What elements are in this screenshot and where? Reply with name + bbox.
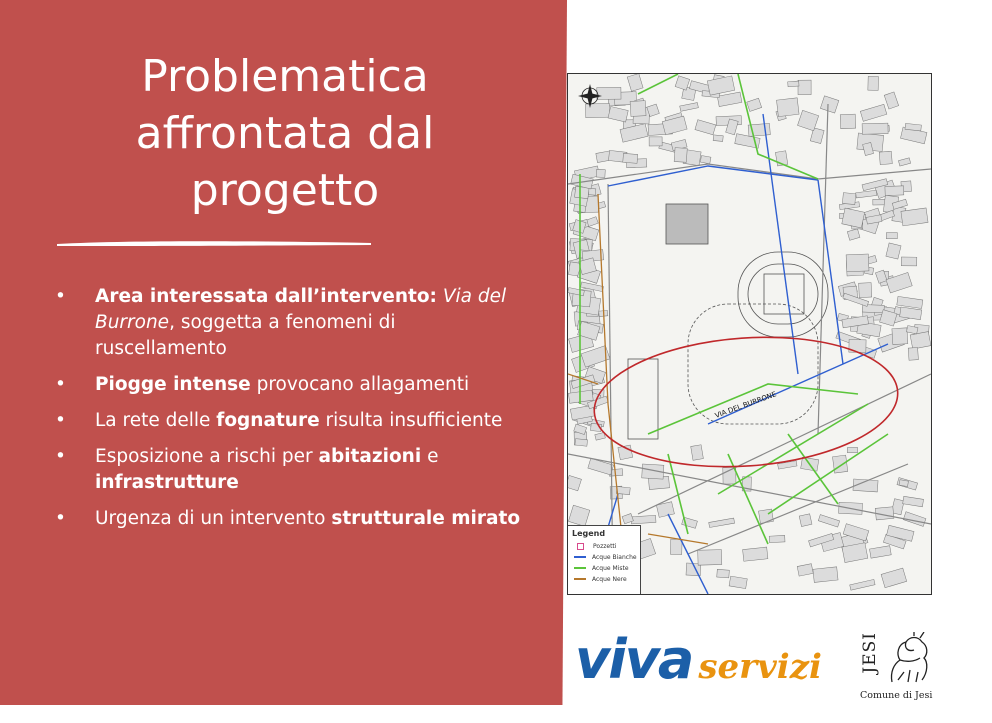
building-block — [729, 576, 747, 589]
building-block — [879, 151, 892, 164]
building-block — [850, 579, 875, 590]
title-line-2: affrontata dal — [135, 108, 435, 159]
building-block — [674, 148, 687, 163]
building-block — [899, 480, 908, 487]
bullet-item — [55, 444, 525, 496]
building-block — [897, 296, 923, 308]
bullet-dot: • — [55, 286, 66, 307]
building-block — [799, 514, 812, 527]
bullet-item — [55, 408, 525, 434]
building-block — [777, 98, 800, 117]
building-block — [623, 153, 638, 163]
building-block — [901, 257, 917, 266]
building-block — [886, 233, 897, 239]
map-figure — [567, 73, 932, 595]
bullet-list — [55, 284, 525, 542]
legend-title: Legend — [572, 529, 606, 538]
building-block — [881, 568, 907, 588]
line-icon — [574, 567, 586, 569]
building-block — [862, 123, 888, 134]
bullet-text: Urgenza di un intervento — [95, 508, 332, 529]
bullet-dot: • — [55, 446, 66, 467]
building-block — [859, 283, 872, 298]
bullet-dot: • — [55, 374, 66, 395]
jesi-logo-word: JESI — [860, 632, 880, 674]
building-block — [769, 535, 785, 542]
square-icon — [577, 543, 584, 550]
building-block — [717, 92, 742, 106]
building-block — [901, 208, 928, 226]
building-block — [747, 98, 762, 111]
legend-item — [574, 542, 640, 550]
viva-logo-word: viva — [575, 628, 693, 691]
bullet-item — [55, 284, 525, 362]
bullet-text: abitazioni — [318, 446, 422, 467]
building-block — [886, 272, 912, 293]
bullet-text: La rete delle — [95, 410, 217, 431]
building-block — [680, 103, 699, 112]
building-block — [788, 81, 799, 87]
bullet-text: provocano allagamenti — [250, 374, 470, 395]
title-line-1: Problematica — [141, 51, 429, 102]
building-block — [670, 539, 682, 554]
bullet-text: Piogge intense — [95, 374, 251, 395]
building-block — [691, 445, 704, 461]
comune-di-jesi-caption: Comune di Jesi — [860, 690, 933, 701]
slide-title — [70, 48, 500, 219]
viva-servizi-logo — [575, 628, 830, 691]
bullet-text: Esposizione a rischi per — [95, 446, 319, 467]
building-block — [884, 92, 898, 109]
building-block — [575, 439, 588, 447]
building-block — [568, 505, 589, 526]
building-block — [798, 110, 819, 131]
legend-label: Acque Miste — [592, 564, 629, 572]
legend-item — [574, 553, 640, 561]
bullet-text: Via del Burrone — [95, 286, 507, 333]
legend-label: Pozzetti — [593, 542, 617, 550]
legend-label: Acque Bianche — [592, 553, 637, 561]
bullet-item — [55, 372, 525, 398]
map-legend — [568, 525, 641, 594]
building-block — [842, 208, 865, 228]
legend-item — [574, 575, 640, 583]
building-block — [709, 518, 735, 527]
title-line-3: progetto — [190, 165, 380, 216]
building-block — [868, 76, 879, 90]
line-icon — [574, 556, 586, 558]
building-block — [707, 76, 734, 95]
sewer-network-map — [568, 74, 931, 594]
building-block — [860, 104, 887, 121]
bullet-item — [55, 506, 525, 532]
comune-di-jesi-logo — [856, 630, 936, 705]
servizi-logo-word: servizi — [698, 647, 822, 687]
building-block — [743, 547, 768, 561]
building-block — [892, 328, 908, 345]
line-icon — [574, 578, 586, 580]
bullet-text: fognature — [216, 410, 320, 431]
bullet-text: strutturale mirato — [331, 508, 521, 529]
building-block — [797, 564, 813, 576]
building-block — [903, 496, 924, 507]
building-block — [649, 137, 662, 146]
bullet-dot: • — [55, 410, 66, 431]
title-underline-stroke — [55, 238, 373, 248]
street-label: VIA DEL BURRONE — [713, 390, 778, 420]
building-block — [631, 515, 656, 523]
bullet-text: Area interessata dall’intervento: — [95, 286, 437, 307]
bullet-text: infrastrutture — [95, 472, 239, 493]
bullet-text: e — [421, 446, 439, 467]
legend-label: Acque Nere — [592, 575, 627, 583]
building-block — [630, 101, 646, 117]
building-block — [856, 190, 877, 198]
bullet-text: , soggetta a fenomeni di ruscellamento — [95, 312, 396, 359]
building-block — [813, 567, 838, 583]
city-blocks — [568, 74, 931, 590]
stadium — [628, 204, 828, 439]
lion-crest-icon — [884, 632, 932, 688]
building-block — [627, 74, 643, 91]
building-block — [818, 515, 839, 527]
building-block — [717, 569, 730, 578]
building-block — [798, 80, 811, 94]
building-block — [698, 550, 722, 566]
building-block — [568, 475, 581, 490]
building-block — [885, 186, 904, 196]
building-block — [870, 546, 892, 558]
building-block — [842, 193, 855, 205]
building-block — [847, 447, 857, 452]
building-block — [846, 254, 869, 272]
building-block — [910, 332, 931, 350]
building-block — [608, 107, 628, 123]
building-block — [886, 243, 901, 259]
building-block — [820, 96, 838, 113]
building-block — [597, 87, 621, 99]
legend-item — [574, 564, 640, 572]
building-block — [898, 158, 910, 166]
bullet-dot: • — [55, 508, 66, 529]
building-block — [713, 135, 723, 142]
building-block — [840, 114, 856, 129]
building-block — [596, 169, 605, 177]
bullet-text: risulta insufficiente — [319, 410, 503, 431]
building-block — [700, 156, 711, 164]
building-block — [908, 347, 918, 360]
building-block — [586, 103, 610, 117]
building-block — [616, 487, 630, 495]
building-block — [847, 229, 860, 240]
building-block — [695, 120, 716, 135]
